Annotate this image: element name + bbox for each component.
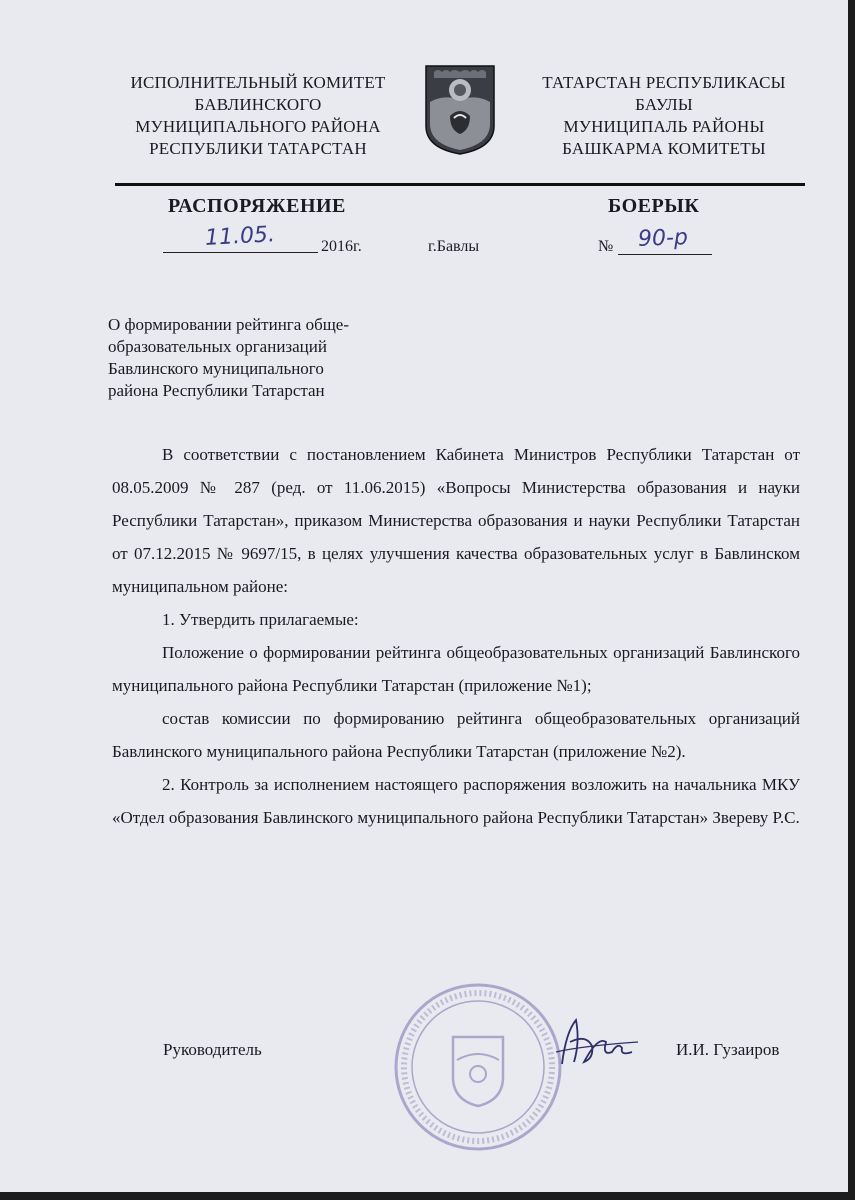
document-body [112,438,800,834]
body-paragraph: 1. Утвердить прилагаемые: [162,610,359,629]
document-title-russian: РАСПОРЯЖЕНИЕ [168,195,346,217]
header-right-tatar [528,72,800,160]
subject-line: О формировании рейтинга обще- [108,315,350,334]
header-right-line: ТАТАРСТАН РЕСПУБЛИКАСЫ [542,73,786,92]
number-underline [618,254,712,255]
date-underline [163,252,318,253]
document-title-tatar: БОЕРЫК [608,195,700,217]
header-divider [115,183,805,186]
official-seal-stamp [393,982,563,1152]
header-left-russian [108,72,408,160]
body-paragraph: Положение о формировании рейтинга общеобразовательных организаций Бавлинского муниципального района Республики Татарстан (приложение №1); [112,643,800,695]
handwritten-signature [552,1012,642,1074]
header-right-line: МУНИЦИПАЛЬ РАЙОНЫ [563,117,765,136]
header-right-line: БАУЛЫ [635,95,693,114]
document-subject [108,314,349,402]
subject-line: образовательных организаций [108,337,327,356]
header-left-line: ИСПОЛНИТЕЛЬНЫЙ КОМИТЕТ [130,73,386,92]
signer-name: И.И. Гузаиров [676,1040,780,1059]
document-city: г.Бавлы [428,238,480,255]
handwritten-number: 90-р [637,225,689,252]
body-paragraph: 2. Контроль за исполнением настоящего распоряжения возложить на начальника МКУ «Отдел образования Бавлинского муниципального района Республики Татарстан» Звереву Р.С. [112,775,800,827]
number-sign: № [598,238,614,255]
header-left-line: МУНИЦИПАЛЬНОГО РАЙОНА [135,117,381,136]
signer-position: Руководитель [163,1040,262,1059]
handwritten-date: 11.05. [204,222,276,251]
subject-line: района Республики Татарстан [108,381,325,400]
coat-of-arms-icon [424,64,496,156]
body-paragraph: В соответствии с постановлением Кабинета Министров Республики Татарстан от 08.05.2009 № 287 (ред. от 11.06.2015) «Вопросы Министерства образования и науки Республики Татарстан», приказом Министерства образования и науки Республики Татарстан от 07.12.2015 № 9697/15, в целях улучшения качества образовательных услуг в Бавлинском муниципальном районе: [112,445,800,596]
subject-line: Бавлинского муниципального [108,359,324,378]
document-year: 2016г. [321,238,362,255]
header-right-line: БАШКАРМА КОМИТЕТЫ [562,139,766,158]
body-paragraph: состав комиссии по формированию рейтинга общеобразовательных организаций Бавлинского муниципального района Республики Татарстан (приложение №2). [112,709,800,761]
header-left-line: РЕСПУБЛИКИ ТАТАРСТАН [149,139,367,158]
header-left-line: БАВЛИНСКОГО [194,95,322,114]
